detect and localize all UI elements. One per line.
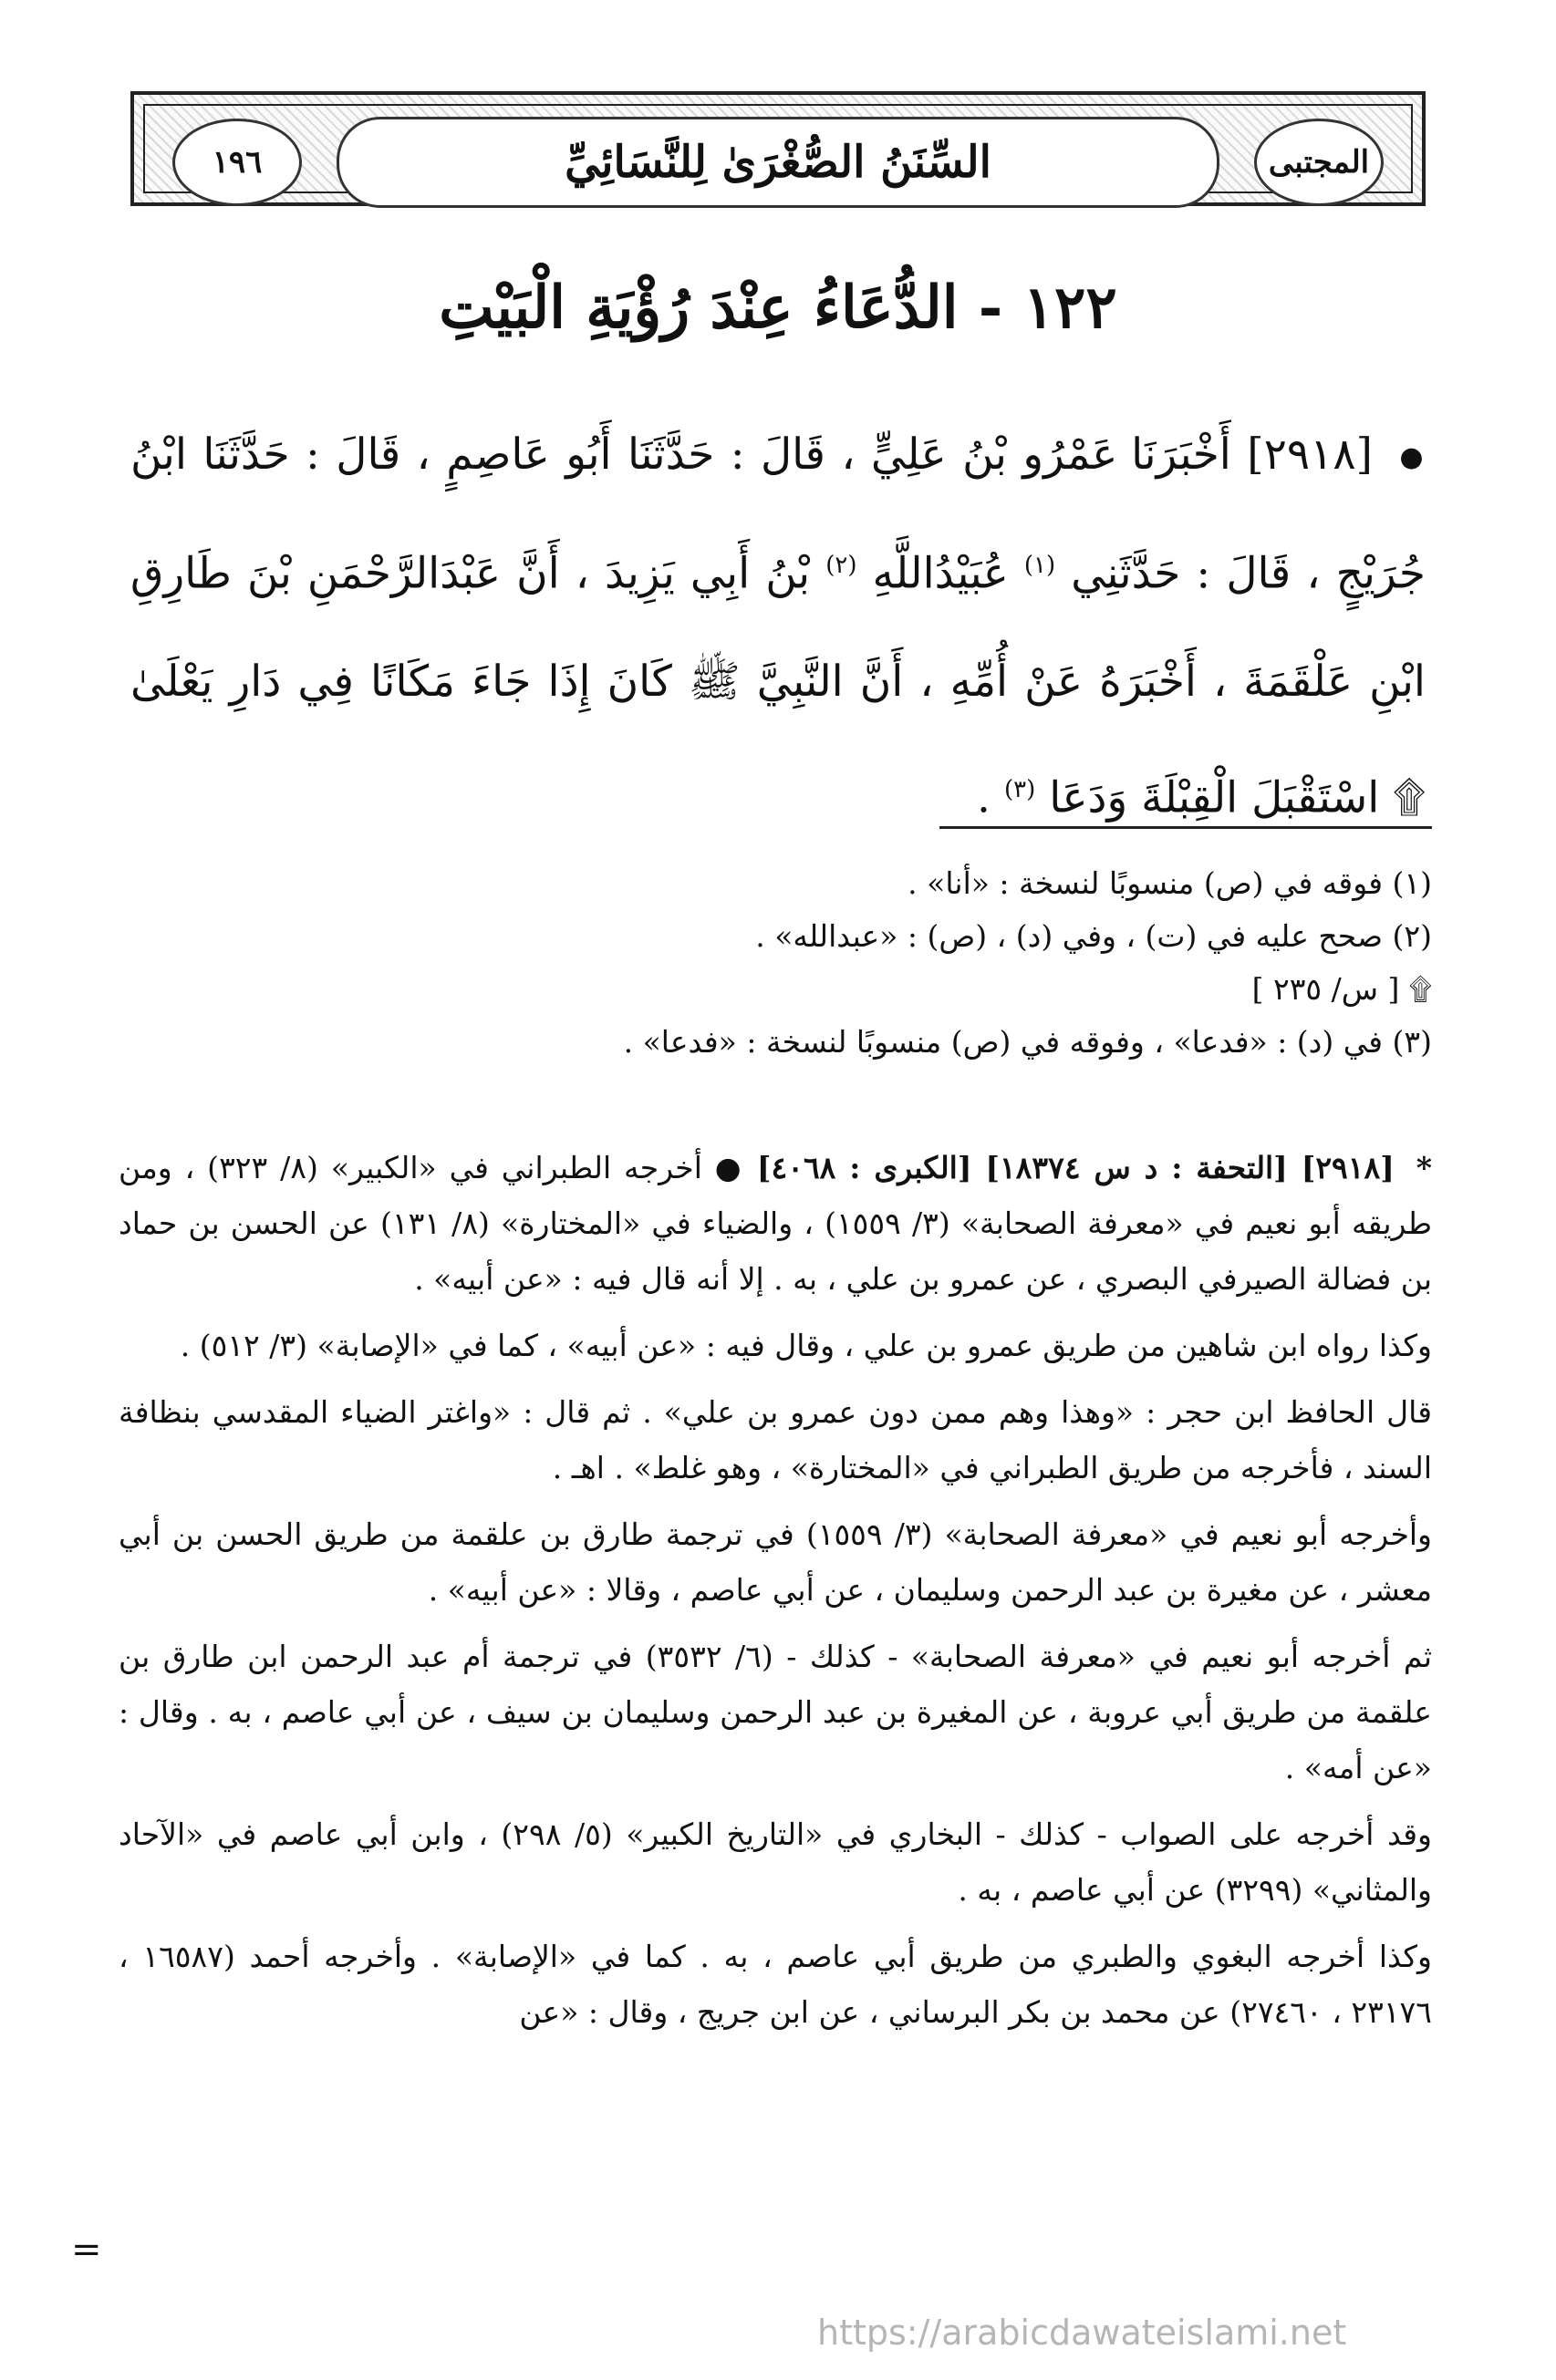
hadith-text-part2: عُبَيْدُاللَّهِ	[872, 548, 1009, 599]
watermark: https://arabicdawateislami.net	[817, 2313, 1347, 2353]
hadith-text-part3: بْنُ أَبِي يَزِيدَ ، أَنَّ عَبْدَالرَّحْمَنِ بْنَ طَارِقِ ابْنِ عَلْقَمَةَ ، أَخْبَرَهُ عَنْ أُمِّهِ ، أَنَّ النَّبِيَّ ﷺ كَانَ إِذَا جَاءَ مَكَانًا فِي دَارِ يَعْلَىٰ ۩ اسْتَقْبَلَ الْقِبْلَةَ وَدَعَا	[130, 548, 1426, 823]
book-title-cartouche	[337, 117, 1219, 208]
footnote-divider	[939, 826, 1432, 829]
takhrij-text-1: ● أخرجه الطبراني في «الكبير» (٨/ ٣٢٣) ، ومن طريقه أبو نعيم في «معرفة الصحابة» (٣/ ١٥٥٩) ، والضياء في «المختارة» (٨/ ١٣١) عن الحسن بن حماد بن فضالة الصيرفي البصري ، عن عمرو بن علي ، به . إلا أنه قال فيه : «عن أبيه» .	[119, 1150, 1433, 1297]
header-frame	[143, 104, 1413, 193]
footnote-ref-2: (٢)	[825, 552, 857, 579]
hadith-text-part1: أَخْبَرَنَا عَمْرُو بْنُ عَلِيٍّ ، قَالَ : حَدَّثَنَا أَبُو عَاصِمٍ ، قَالَ : حَدَّثَنَا ابْنُ جُرَيْجٍ ، قَالَ : حَدَّثَنِي	[130, 429, 1426, 599]
takhrij-references: [٢٩١٨] [التحفة : د س ١٨٣٧٤] [الكبرى : ٤٠٦٨]	[756, 1150, 1395, 1185]
chapter-title: ١٢٢ - الدُّعَاءُ عِنْدَ رُؤْيَةِ الْبَيْتِ	[439, 274, 1117, 342]
takhrij-paragraph-3: قال الحافظ ابن حجر : «وهذا وهم ممن دون عمرو بن علي» . ثم قال : «واغتر الضياء المقدسي بنظافة السند ، فأخرجه من طريق الطبراني في «المختارة» ، وهو غلط» . اهـ .	[119, 1394, 1432, 1485]
page-number-emblem	[172, 119, 302, 206]
takhrij-section	[119, 1140, 1432, 2051]
takhrij-paragraph-1	[119, 1140, 1432, 1307]
takhrij-star: *	[1416, 1150, 1433, 1185]
page-number: ١٩٦	[212, 144, 263, 181]
footnote-ref-1: (١)	[1023, 552, 1056, 579]
book-title: السِّنَنُ الصُّغْرَىٰ لِلنَّسَائِيِّ	[565, 137, 991, 188]
hadith-text-part4: .	[977, 772, 991, 823]
book-emblem	[1254, 119, 1384, 206]
hadith-bullet: ●	[1399, 441, 1426, 473]
hadith-text	[130, 401, 1426, 852]
takhrij-paragraph-2: وكذا رواه ابن شاهين من طريق عمرو بن علي ، وقال فيه : «عن أبيه» ، كما في «الإصابة» (٣/ ٥١٢) .	[180, 1328, 1432, 1363]
takhrij-paragraph-6: وقد أخرجه على الصواب - كذلك - البخاري في «التاريخ الكبير» (٥/ ٢٩٨) ، وابن أبي عاصم في «الآحاد والمثاني» (٣٢٩٩) عن أبي عاصم ، به .	[119, 1816, 1432, 1908]
footnote-1: (١) فوقه في (ص) منسوبًا لنسخة : «أنا» .	[908, 865, 1432, 901]
page-header	[130, 91, 1426, 206]
footnote-3: (٣) في (د) : «فدعا» ، وفوقه في (ص) منسوبًا لنسخة : «فدعا» .	[623, 1024, 1432, 1060]
takhrij-paragraph-7: وكذا أخرجه البغوي والطبري من طريق أبي عاصم ، به . كما في «الإصابة» . وأخرجه أحمد (١٦٥٨٧ ، ٢٣١٧٦ ، ٢٧٤٦٠) عن محمد بن بكر البرساني ، عن ابن جريج ، وقال : «عن	[119, 1939, 1432, 2030]
footnote-2: (٢) صحح عليه في (ت) ، وفي (د) ، (ص) : «عبدالله» .	[755, 918, 1432, 954]
footnotes	[130, 857, 1432, 1069]
hadith-number: [٢٩١٨]	[1247, 429, 1373, 480]
continuation-mark: =	[71, 2229, 102, 2271]
page-reference-note: ۩ [ س/ ٢٣٥ ]	[1251, 971, 1432, 1007]
takhrij-paragraph-4: وأخرجه أبو نعيم في «معرفة الصحابة» (٣/ ١٥٥٩) في ترجمة طارق بن علقمة من طريق الحسن بن أبي معشر ، عن مغيرة بن عبد الرحمن وسليمان ، عن أبي عاصم ، وقالا : «عن أبيه» .	[119, 1516, 1432, 1608]
takhrij-paragraph-5: ثم أخرجه أبو نعيم في «معرفة الصحابة» - كذلك - (٦/ ٣٥٣٢) في ترجمة أم عبد الرحمن ابن طارق بن علقمة من طريق أبي عروبة ، عن المغيرة بن عبد الرحمن وسليمان بن سيف ، عن أبي عاصم ، به . وقال : «عن أمه» .	[119, 1639, 1433, 1785]
footnote-ref-3: (٣)	[1003, 775, 1036, 803]
emblem-text: المجتبى	[1268, 144, 1370, 181]
